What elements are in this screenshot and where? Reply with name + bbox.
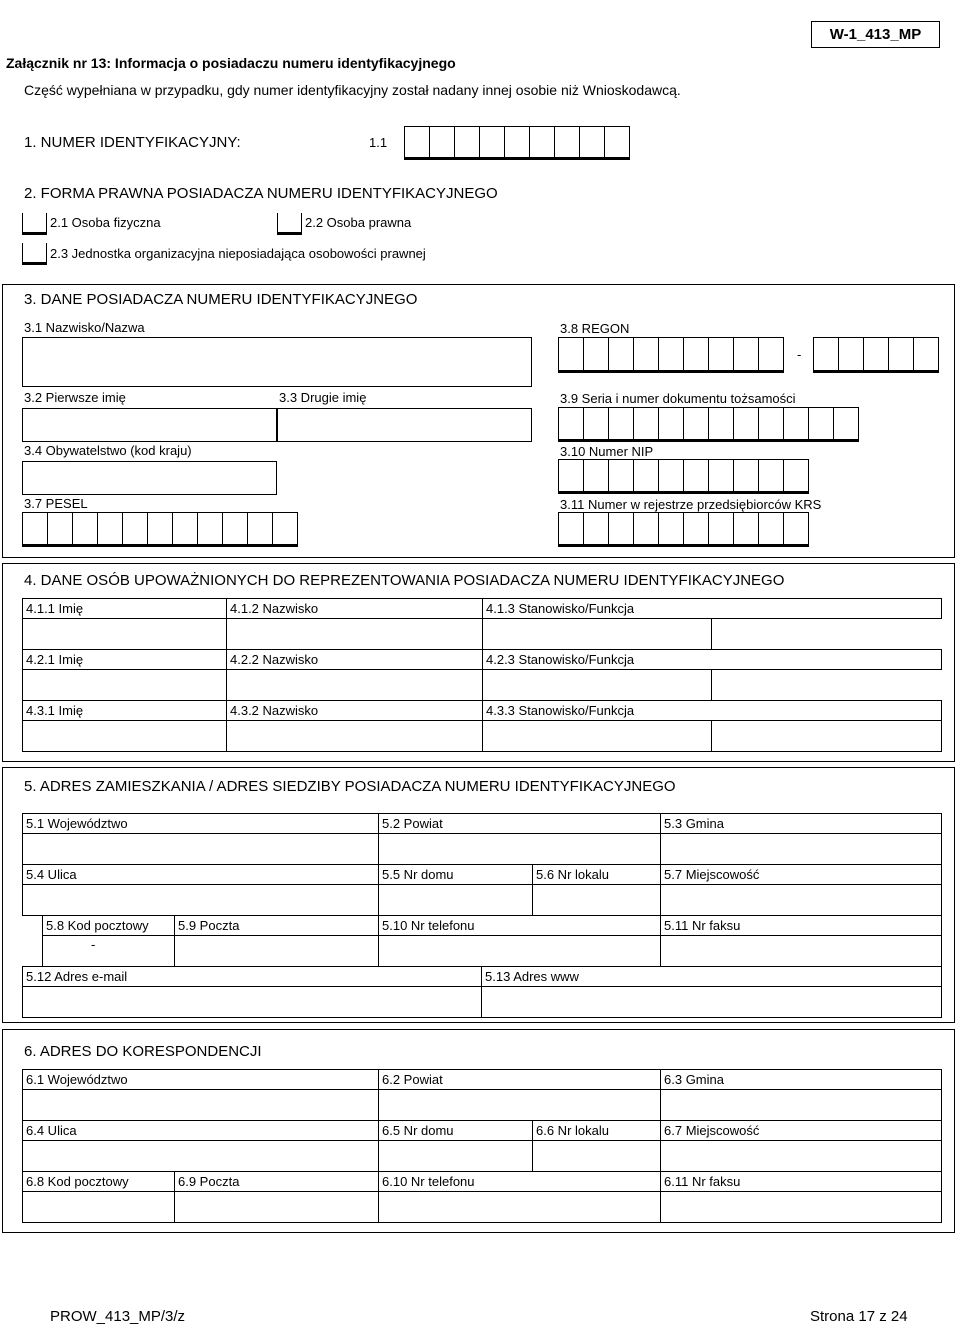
label-5-faks: 5.11 Nr faksu (661, 916, 942, 936)
label-obywatelstwo: 3.4 Obywatelstwo (kod kraju) (24, 443, 192, 458)
correspondence-table (22, 1069, 942, 1223)
document-digit-cell[interactable] (633, 407, 659, 442)
label-6-poczta: 6.9 Poczta (175, 1172, 379, 1192)
kod-dash: - (91, 937, 96, 952)
label-6-miejscowosc: 6.7 Miejscowość (661, 1121, 942, 1141)
input-regon-part2[interactable] (813, 337, 941, 373)
pesel-digit-cell[interactable] (197, 512, 223, 547)
nip-digit-cell[interactable] (658, 459, 684, 494)
label-rep1-stanowisko: 4.1.3 Stanowisko/Funkcja (483, 599, 942, 619)
label-rep3-imie: 4.3.1 Imię (23, 701, 227, 721)
regon-digit-cell[interactable] (838, 337, 864, 373)
document-digit-cell[interactable] (683, 407, 709, 442)
footer-page-number: Strona 17 z 24 (810, 1308, 908, 1325)
label-jednostka-organizacyjna: 2.3 Jednostka organizacyjna nieposiadająca osobowości prawnej (50, 246, 426, 261)
input-5-miejscowosc[interactable] (661, 885, 942, 916)
krs-digit-cell[interactable] (683, 512, 709, 547)
identification-digit-cell[interactable] (404, 126, 430, 160)
input-rep1-nazwisko[interactable] (227, 619, 483, 650)
nip-digit-cell[interactable] (583, 459, 609, 494)
input-6-powiat[interactable] (379, 1090, 661, 1121)
label-5-nr-lokalu: 5.6 Nr lokalu (533, 865, 661, 885)
document-digit-cell[interactable] (608, 407, 634, 442)
krs-digit-cell[interactable] (608, 512, 634, 547)
nip-digit-cell[interactable] (608, 459, 634, 494)
label-pesel: 3.7 PESEL (24, 496, 88, 511)
pesel-digit-cell[interactable] (97, 512, 123, 547)
input-rep3-stanowisko[interactable] (483, 721, 712, 752)
label-5-miejscowosc: 5.7 Miejscowość (661, 865, 942, 885)
input-krs[interactable] (558, 512, 813, 547)
form-code-box (811, 21, 940, 48)
identification-digit-cell[interactable] (429, 126, 455, 160)
pesel-digit-cell[interactable] (122, 512, 148, 547)
input-6-wojewodztwo[interactable] (23, 1090, 379, 1121)
pesel-digit-cell[interactable] (172, 512, 198, 547)
label-5-powiat: 5.2 Powiat (379, 814, 661, 834)
identification-number-input[interactable] (404, 126, 634, 160)
input-pesel[interactable] (22, 512, 302, 547)
label-5-kod-pocztowy: 5.8 Kod pocztowy (43, 916, 175, 936)
representatives-table (22, 598, 942, 752)
label-6-nr-lokalu: 6.6 Nr lokalu (533, 1121, 661, 1141)
label-rep2-imie: 4.2.1 Imię (23, 650, 227, 670)
s4-title: 4. DANE OSÓB UPOWAŻNIONYCH DO REPREZENTOWANIA POSIADACZA NUMERU IDENTYFIKACYJNEGO (24, 572, 785, 589)
input-6-gmina[interactable] (661, 1090, 942, 1121)
label-regon: 3.8 REGON (560, 321, 630, 336)
krs-digit-cell[interactable] (708, 512, 734, 547)
input-6-poczta[interactable] (175, 1192, 379, 1223)
label-nip: 3.10 Numer NIP (560, 444, 654, 459)
nip-digit-cell[interactable] (708, 459, 734, 494)
s6-title: 6. ADRES DO KORESPONDENCJI (24, 1043, 262, 1060)
document-digit-cell[interactable] (558, 407, 584, 442)
label-rep3-nazwisko: 4.3.2 Nazwisko (227, 701, 483, 721)
label-drugie-imie: 3.3 Drugie imię (279, 390, 367, 405)
input-6-kod-pocztowy[interactable] (23, 1192, 175, 1223)
regon-digit-cell[interactable] (813, 337, 839, 373)
label-6-faks: 6.11 Nr faksu (661, 1172, 942, 1192)
input-5-www[interactable] (482, 987, 942, 1018)
nip-digit-cell[interactable] (733, 459, 759, 494)
nip-digit-cell[interactable] (558, 459, 584, 494)
s1-field-label: 1.1 (369, 135, 388, 150)
label-rep1-nazwisko: 4.1.2 Nazwisko (227, 599, 483, 619)
label-rep1-imie: 4.1.1 Imię (23, 599, 227, 619)
input-nip[interactable] (558, 459, 813, 494)
page-title: Załącznik nr 13: Informacja o posiadaczu numeru identyfikacyjnego (6, 55, 456, 71)
input-5-kod-pocztowy[interactable] (43, 936, 175, 967)
input-5-nr-domu[interactable] (379, 885, 533, 916)
label-6-wojewodztwo: 6.1 Województwo (23, 1070, 379, 1090)
regon-digit-cell[interactable] (888, 337, 914, 373)
identification-digit-cell[interactable] (579, 126, 605, 160)
input-rep2-imie[interactable] (23, 670, 227, 701)
label-rep2-nazwisko: 4.2.2 Nazwisko (227, 650, 483, 670)
krs-digit-cell[interactable] (633, 512, 659, 547)
identification-digit-cell[interactable] (504, 126, 530, 160)
input-5-email[interactable] (23, 987, 482, 1018)
regon-digit-cell[interactable] (758, 337, 784, 373)
identification-digit-cell[interactable] (604, 126, 630, 160)
input-5-nr-lokalu[interactable] (533, 885, 661, 916)
regon-digit-cell[interactable] (658, 337, 684, 373)
krs-digit-cell[interactable] (583, 512, 609, 547)
input-6-nr-lokalu[interactable] (533, 1141, 661, 1172)
form-code: W-1_413_MP (829, 26, 922, 43)
label-6-telefon: 6.10 Nr telefonu (379, 1172, 661, 1192)
label-osoba-prawna: 2.2 Osoba prawna (305, 215, 412, 230)
identification-digit-cell[interactable] (454, 126, 480, 160)
pesel-digit-cell[interactable] (272, 512, 298, 547)
krs-digit-cell[interactable] (758, 512, 784, 547)
regon-dash: - (797, 347, 802, 362)
regon-digit-cell[interactable] (633, 337, 659, 373)
regon-digit-cell[interactable] (608, 337, 634, 373)
nip-digit-cell[interactable] (758, 459, 784, 494)
input-5-telefon[interactable] (379, 936, 661, 967)
document-digit-cell[interactable] (808, 407, 834, 442)
input-rep1-stanowisko[interactable] (483, 619, 712, 650)
input-rep3-extra[interactable] (712, 721, 942, 752)
label-6-kod-pocztowy: 6.8 Kod pocztowy (23, 1172, 175, 1192)
checkbox-jednostka-organizacyjna[interactable] (22, 243, 47, 265)
label-5-poczta: 5.9 Poczta (175, 916, 379, 936)
label-6-gmina: 6.3 Gmina (661, 1070, 942, 1090)
pesel-digit-cell[interactable] (147, 512, 173, 547)
label-5-telefon: 5.10 Nr telefonu (379, 916, 661, 936)
footer-doc-code: PROW_413_MP/3/z (50, 1308, 186, 1325)
label-osoba-fizyczna: 2.1 Osoba fizyczna (50, 215, 161, 230)
input-regon-part1[interactable] (558, 337, 788, 373)
checkbox-osoba-prawna[interactable] (277, 213, 302, 235)
input-nazwisko-nazwa[interactable] (22, 337, 532, 387)
input-rep3-imie[interactable] (23, 721, 227, 752)
label-rep3-stanowisko: 4.3.3 Stanowisko/Funkcja (483, 701, 942, 721)
pesel-digit-cell[interactable] (47, 512, 73, 547)
document-digit-cell[interactable] (708, 407, 734, 442)
krs-digit-cell[interactable] (733, 512, 759, 547)
input-5-gmina[interactable] (661, 834, 942, 865)
input-rep2-stanowisko[interactable] (483, 670, 712, 701)
input-5-faks[interactable] (661, 936, 942, 967)
document-digit-cell[interactable] (658, 407, 684, 442)
pesel-digit-cell[interactable] (22, 512, 48, 547)
label-6-powiat: 6.2 Powiat (379, 1070, 661, 1090)
s2-title: 2. FORMA PRAWNA POSIADACZA NUMERU IDENTYFIKACYJNEGO (24, 185, 498, 202)
label-5-www: 5.13 Adres www (482, 967, 942, 987)
label-5-email: 5.12 Adres e-mail (23, 967, 482, 987)
nip-digit-cell[interactable] (783, 459, 809, 494)
document-digit-cell[interactable] (733, 407, 759, 442)
document-digit-cell[interactable] (833, 407, 859, 442)
input-6-miejscowosc[interactable] (661, 1141, 942, 1172)
label-pierwsze-imie: 3.2 Pierwsze imię (24, 390, 126, 405)
input-5-ulica[interactable] (23, 885, 379, 916)
pesel-digit-cell[interactable] (72, 512, 98, 547)
input-pierwsze-imie[interactable] (22, 408, 277, 442)
label-5-gmina: 5.3 Gmina (661, 814, 942, 834)
regon-digit-cell[interactable] (863, 337, 889, 373)
document-digit-cell[interactable] (783, 407, 809, 442)
input-obywatelstwo[interactable] (22, 461, 277, 495)
s1-title: 1. NUMER IDENTYFIKACYJNY: (24, 134, 241, 151)
label-krs: 3.11 Numer w rejestrze przedsiębiorców KRS (560, 497, 822, 512)
nip-digit-cell[interactable] (633, 459, 659, 494)
krs-digit-cell[interactable] (783, 512, 809, 547)
regon-digit-cell[interactable] (683, 337, 709, 373)
document-digit-cell[interactable] (758, 407, 784, 442)
input-rep1-imie[interactable] (23, 619, 227, 650)
label-6-ulica: 6.4 Ulica (23, 1121, 379, 1141)
address-table (22, 813, 942, 1018)
input-dokument-tozsamosci[interactable] (558, 407, 863, 442)
label-dokument-tozsamosci: 3.9 Seria i numer dokumentu tożsamości (560, 391, 796, 406)
regon-digit-cell[interactable] (708, 337, 734, 373)
input-drugie-imie[interactable] (277, 408, 532, 442)
pesel-digit-cell[interactable] (247, 512, 273, 547)
input-rep3-nazwisko[interactable] (227, 721, 483, 752)
input-6-nr-domu[interactable] (379, 1141, 533, 1172)
input-6-faks[interactable] (661, 1192, 942, 1223)
label-5-wojewodztwo: 5.1 Województwo (23, 814, 379, 834)
s5-title: 5. ADRES ZAMIESZKANIA / ADRES SIEDZIBY POSIADACZA NUMERU IDENTYFIKACYJNEGO (24, 778, 676, 795)
krs-digit-cell[interactable] (558, 512, 584, 547)
identification-digit-cell[interactable] (529, 126, 555, 160)
input-5-powiat[interactable] (379, 834, 661, 865)
regon-digit-cell[interactable] (913, 337, 939, 373)
input-5-poczta[interactable] (175, 936, 379, 967)
identification-digit-cell[interactable] (554, 126, 580, 160)
label-6-nr-domu: 6.5 Nr domu (379, 1121, 533, 1141)
input-rep2-nazwisko[interactable] (227, 670, 483, 701)
checkbox-osoba-fizyczna[interactable] (22, 213, 47, 235)
input-6-telefon[interactable] (379, 1192, 661, 1223)
regon-digit-cell[interactable] (733, 337, 759, 373)
label-5-ulica: 5.4 Ulica (23, 865, 379, 885)
label-rep2-stanowisko: 4.2.3 Stanowisko/Funkcja (483, 650, 942, 670)
label-nazwisko-nazwa: 3.1 Nazwisko/Nazwa (24, 320, 145, 335)
document-digit-cell[interactable] (583, 407, 609, 442)
input-6-ulica[interactable] (23, 1141, 379, 1172)
regon-digit-cell[interactable] (558, 337, 584, 373)
nip-digit-cell[interactable] (683, 459, 709, 494)
identification-digit-cell[interactable] (479, 126, 505, 160)
input-5-wojewodztwo[interactable] (23, 834, 379, 865)
pesel-digit-cell[interactable] (222, 512, 248, 547)
page-subtitle: Część wypełniana w przypadku, gdy numer identyfikacyjny został nadany innej osobie niż Wnioskodawcą. (24, 82, 681, 98)
label-5-nr-domu: 5.5 Nr domu (379, 865, 533, 885)
s3-title: 3. DANE POSIADACZA NUMERU IDENTYFIKACYJNEGO (24, 291, 418, 308)
regon-digit-cell[interactable] (583, 337, 609, 373)
krs-digit-cell[interactable] (658, 512, 684, 547)
